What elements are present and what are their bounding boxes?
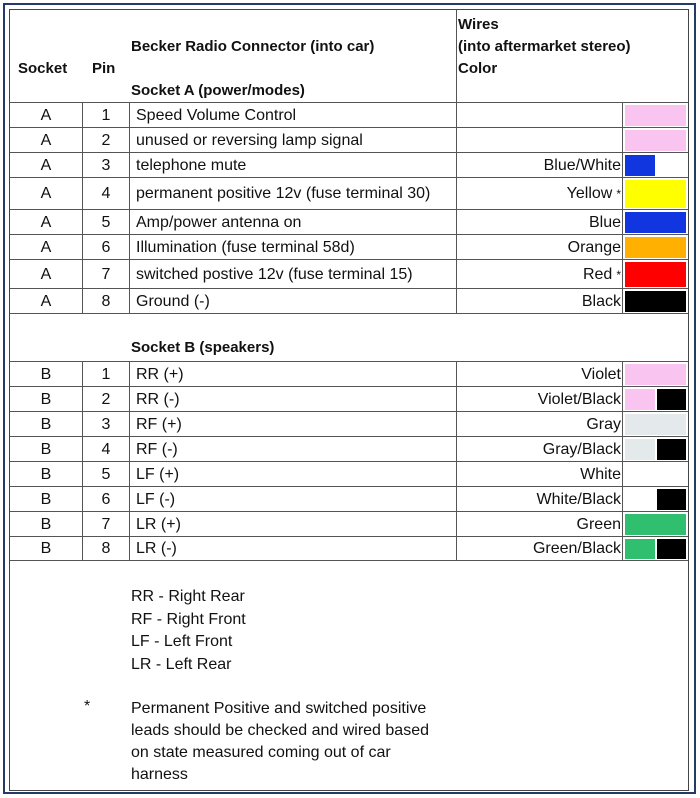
description-cell: LR (+): [136, 515, 181, 533]
column-divider: [129, 362, 130, 387]
column-divider: [622, 153, 623, 178]
column-divider: [129, 387, 130, 412]
column-divider: [456, 537, 457, 561]
wire-color-label: Gray: [586, 415, 621, 433]
column-divider: [129, 462, 130, 487]
wire-color-label: White/Black: [536, 490, 621, 508]
color-swatch-primary: [625, 155, 655, 176]
description-cell: LR (-): [136, 540, 177, 557]
column-divider: [456, 289, 457, 314]
column-divider: [82, 512, 83, 537]
wire-color-label: Blue: [588, 213, 621, 231]
pin-cell: 1: [101, 106, 111, 124]
legend-item: LR - Left Rear: [131, 655, 232, 673]
pin-cell: 8: [101, 540, 111, 557]
column-divider: [82, 128, 83, 153]
wire-color-label: Violet/Black: [537, 390, 621, 408]
table-row: [10, 361, 688, 387]
wire-color-cell: [457, 462, 625, 487]
description-cell: RR (-): [136, 390, 180, 408]
wire-color-cell: [457, 537, 625, 561]
column-divider: [129, 289, 130, 314]
column-divider: [622, 210, 623, 235]
column-divider: [456, 487, 457, 512]
description-cell: LF (-): [136, 490, 176, 508]
color-swatch-cell: [623, 153, 688, 178]
wire-color-label: Yellow: [566, 185, 613, 202]
column-divider: [456, 103, 457, 128]
column-divider: [129, 153, 130, 178]
table-row: [10, 259, 688, 289]
color-swatch: [625, 130, 686, 151]
column-divider: [129, 210, 130, 235]
wire-color-cell: [457, 103, 625, 128]
table-row: [10, 536, 688, 561]
wire-color-cell: [457, 235, 625, 260]
color-swatch-cell: [623, 289, 688, 314]
color-swatch: [625, 212, 686, 233]
pin-cell: 8: [101, 292, 111, 310]
wire-color-cell: [457, 487, 625, 512]
description-cell: Speed Volume Control: [136, 106, 297, 124]
column-divider: [456, 178, 457, 210]
column-divider: [82, 412, 83, 437]
socket-cell: B: [40, 490, 52, 508]
column-divider: [622, 387, 623, 412]
column-divider: [622, 437, 623, 462]
color-swatch-cell: [623, 128, 688, 153]
wire-color-cell: [457, 362, 625, 387]
color-swatch-stripe: [657, 389, 686, 410]
column-divider: [129, 178, 130, 210]
socket-cell: A: [40, 106, 52, 124]
socket-cell: B: [40, 465, 52, 483]
color-swatch-cell: [623, 210, 688, 235]
legend-list: [131, 586, 246, 676]
color-swatch-cell: [623, 178, 688, 210]
pin-cell: 6: [101, 238, 111, 256]
wire-color-label: White: [580, 465, 621, 483]
wire-color-cell: [457, 387, 625, 412]
column-divider: [456, 362, 457, 387]
column-divider: [82, 153, 83, 178]
pin-cell: 1: [101, 365, 111, 383]
wire-color-label: Blue/White: [543, 156, 621, 174]
column-divider: [622, 235, 623, 260]
color-swatch-cell: [623, 512, 688, 537]
column-divider: [129, 537, 130, 561]
pin-cell: 5: [101, 213, 111, 231]
wiring-table: [9, 9, 689, 791]
wire-color-label: Black: [581, 292, 621, 310]
column-divider: [456, 387, 457, 412]
socket-cell: B: [40, 515, 52, 533]
header-divider: [456, 10, 457, 102]
header-socket: Socket: [18, 60, 68, 77]
column-divider: [456, 437, 457, 462]
column-divider: [129, 235, 130, 260]
socket-cell: A: [40, 213, 52, 231]
column-divider: [82, 178, 83, 210]
table-row: [10, 386, 688, 412]
color-swatch-cell: [623, 362, 688, 387]
column-divider: [82, 437, 83, 462]
color-swatch: [625, 464, 686, 485]
column-divider: [129, 128, 130, 153]
color-swatch-cell: [623, 537, 688, 561]
note-line: on state measured coming out of car: [131, 744, 391, 761]
legend-item: RR - Right Rear: [131, 588, 245, 605]
socket-cell: B: [40, 440, 52, 458]
column-divider: [456, 412, 457, 437]
column-divider: [456, 210, 457, 235]
color-swatch: [625, 291, 686, 312]
column-divider: [82, 487, 83, 512]
column-divider: [82, 260, 83, 289]
table-row: [10, 127, 688, 153]
table-row: [10, 177, 688, 210]
column-divider: [622, 128, 623, 153]
notes-area: [10, 560, 688, 791]
color-swatch: [625, 364, 686, 385]
column-divider: [82, 462, 83, 487]
wire-color-cell: [457, 178, 625, 210]
asterisk-marker: *: [616, 187, 621, 201]
pin-cell: 2: [101, 131, 111, 149]
color-swatch-cell: [623, 103, 688, 128]
description-cell: LF (+): [136, 465, 180, 483]
column-divider: [456, 260, 457, 289]
note-line: Permanent Positive and switched positive: [131, 700, 427, 717]
color-swatch: [625, 514, 686, 535]
description-cell: RR (+): [136, 365, 184, 383]
color-swatch-primary: [625, 539, 655, 559]
table-row: [10, 102, 688, 128]
color-swatch-cell: [623, 462, 688, 487]
socket-cell: A: [40, 265, 52, 283]
column-divider: [129, 260, 130, 289]
wire-color-cell: [457, 289, 625, 314]
column-divider: [129, 487, 130, 512]
column-divider: [82, 537, 83, 561]
column-divider: [456, 128, 457, 153]
note-star: *: [84, 698, 91, 715]
socket-cell: A: [40, 131, 52, 149]
socket-cell: B: [40, 390, 52, 408]
table-row: [10, 411, 688, 437]
column-divider: [129, 412, 130, 437]
header-wires: Wires: [458, 16, 499, 33]
pin-cell: 7: [101, 515, 111, 533]
color-swatch: [625, 414, 686, 435]
description-cell: Ground (-): [136, 292, 210, 310]
header-pin: Pin: [92, 60, 116, 77]
color-swatch-cell: [623, 235, 688, 260]
socket-cell: A: [40, 292, 52, 310]
socket-cell: B: [40, 540, 52, 557]
color-swatch-cell: [623, 487, 688, 512]
description-cell: RF (-): [136, 440, 178, 458]
pin-cell: 5: [101, 465, 111, 483]
column-divider: [622, 462, 623, 487]
color-swatch-primary: [625, 389, 655, 410]
column-divider: [129, 512, 130, 537]
table-row: [10, 209, 688, 235]
wire-color-label: Violet: [581, 365, 621, 383]
table-row: [10, 152, 688, 178]
description-cell: permanent positive 12v (fuse terminal 30): [136, 185, 431, 202]
pin-cell: 3: [101, 415, 111, 433]
color-swatch-cell: [623, 260, 688, 289]
wire-color-cell: [457, 210, 625, 235]
color-swatch-cell: [623, 387, 688, 412]
note-line: harness: [131, 766, 188, 783]
description-cell: unused or reversing lamp signal: [136, 131, 363, 149]
wire-color-label: Green/Black: [532, 540, 621, 557]
socket-cell: A: [40, 238, 52, 256]
column-divider: [622, 362, 623, 387]
section-b-header-row: [10, 313, 688, 362]
column-divider: [622, 178, 623, 210]
column-divider: [82, 387, 83, 412]
legend-item: LF - Left Front: [131, 633, 233, 650]
description-cell: Illumination (fuse terminal 58d): [136, 238, 355, 256]
pin-cell: 2: [101, 390, 111, 408]
legend-item: RF - Right Front: [131, 610, 246, 628]
description-cell: telephone mute: [136, 156, 247, 174]
column-divider: [622, 537, 623, 561]
color-swatch: [625, 262, 686, 287]
column-divider: [622, 289, 623, 314]
color-swatch-stripe: [657, 539, 686, 559]
table-row: [10, 288, 688, 314]
column-divider: [456, 235, 457, 260]
color-swatch-stripe: [657, 489, 686, 510]
color-swatch: [625, 105, 686, 126]
pin-cell: 3: [101, 156, 111, 174]
column-divider: [129, 103, 130, 128]
wire-color-cell: [457, 260, 625, 289]
column-divider: [622, 487, 623, 512]
color-swatch-stripe: [657, 439, 686, 460]
color-swatch: [625, 180, 686, 208]
wire-color-cell: [457, 153, 625, 178]
column-divider: [129, 437, 130, 462]
note-line: leads should be checked and wired based: [131, 722, 429, 739]
column-divider: [622, 260, 623, 289]
wire-color-label: Gray/Black: [542, 440, 621, 458]
table-row: [10, 234, 688, 260]
column-divider: [622, 512, 623, 537]
wire-color-cell: [457, 412, 625, 437]
header-section-a: Socket A (power/modes): [131, 82, 305, 99]
table-row: [10, 461, 688, 487]
color-swatch-primary: [625, 489, 655, 510]
color-swatch-cell: [623, 437, 688, 462]
header-wires-sub: (into aftermarket stereo): [458, 38, 631, 55]
socket-cell: A: [40, 156, 52, 174]
pin-cell: 6: [101, 490, 111, 508]
description-cell: RF (+): [136, 415, 182, 433]
socket-cell: A: [40, 185, 52, 202]
pin-cell: 4: [101, 185, 111, 202]
column-divider: [456, 153, 457, 178]
column-divider: [82, 103, 83, 128]
color-swatch-primary: [625, 439, 655, 460]
pin-cell: 4: [101, 440, 111, 458]
note-text: [131, 698, 429, 786]
wire-color-label: Orange: [567, 238, 621, 256]
color-swatch-stripe: [657, 155, 686, 176]
socket-cell: B: [40, 415, 52, 433]
column-divider: [82, 362, 83, 387]
section-b-title: Socket B (speakers): [131, 339, 275, 356]
color-swatch-cell: [623, 412, 688, 437]
table-row: [10, 486, 688, 512]
column-divider: [622, 103, 623, 128]
description-cell: Amp/power antenna on: [136, 213, 302, 231]
pin-cell: 7: [101, 265, 111, 283]
description-cell: switched postive 12v (fuse terminal 15): [136, 265, 413, 283]
wire-color-cell: [457, 128, 625, 153]
column-divider: [82, 289, 83, 314]
column-divider: [456, 512, 457, 537]
column-divider: [456, 462, 457, 487]
column-divider: [82, 235, 83, 260]
header-color: Color: [458, 60, 498, 77]
socket-cell: B: [40, 365, 52, 383]
color-swatch: [625, 237, 686, 258]
column-divider: [82, 210, 83, 235]
asterisk-marker: *: [616, 267, 621, 282]
column-divider: [622, 412, 623, 437]
wire-color-label: Red: [582, 265, 613, 283]
wire-color-label: Green: [576, 515, 621, 533]
table-row: [10, 436, 688, 462]
wire-color-cell: [457, 437, 625, 462]
wire-color-cell: [457, 512, 625, 537]
header-becker: Becker Radio Connector (into car): [131, 38, 375, 55]
table-row: [10, 511, 688, 537]
